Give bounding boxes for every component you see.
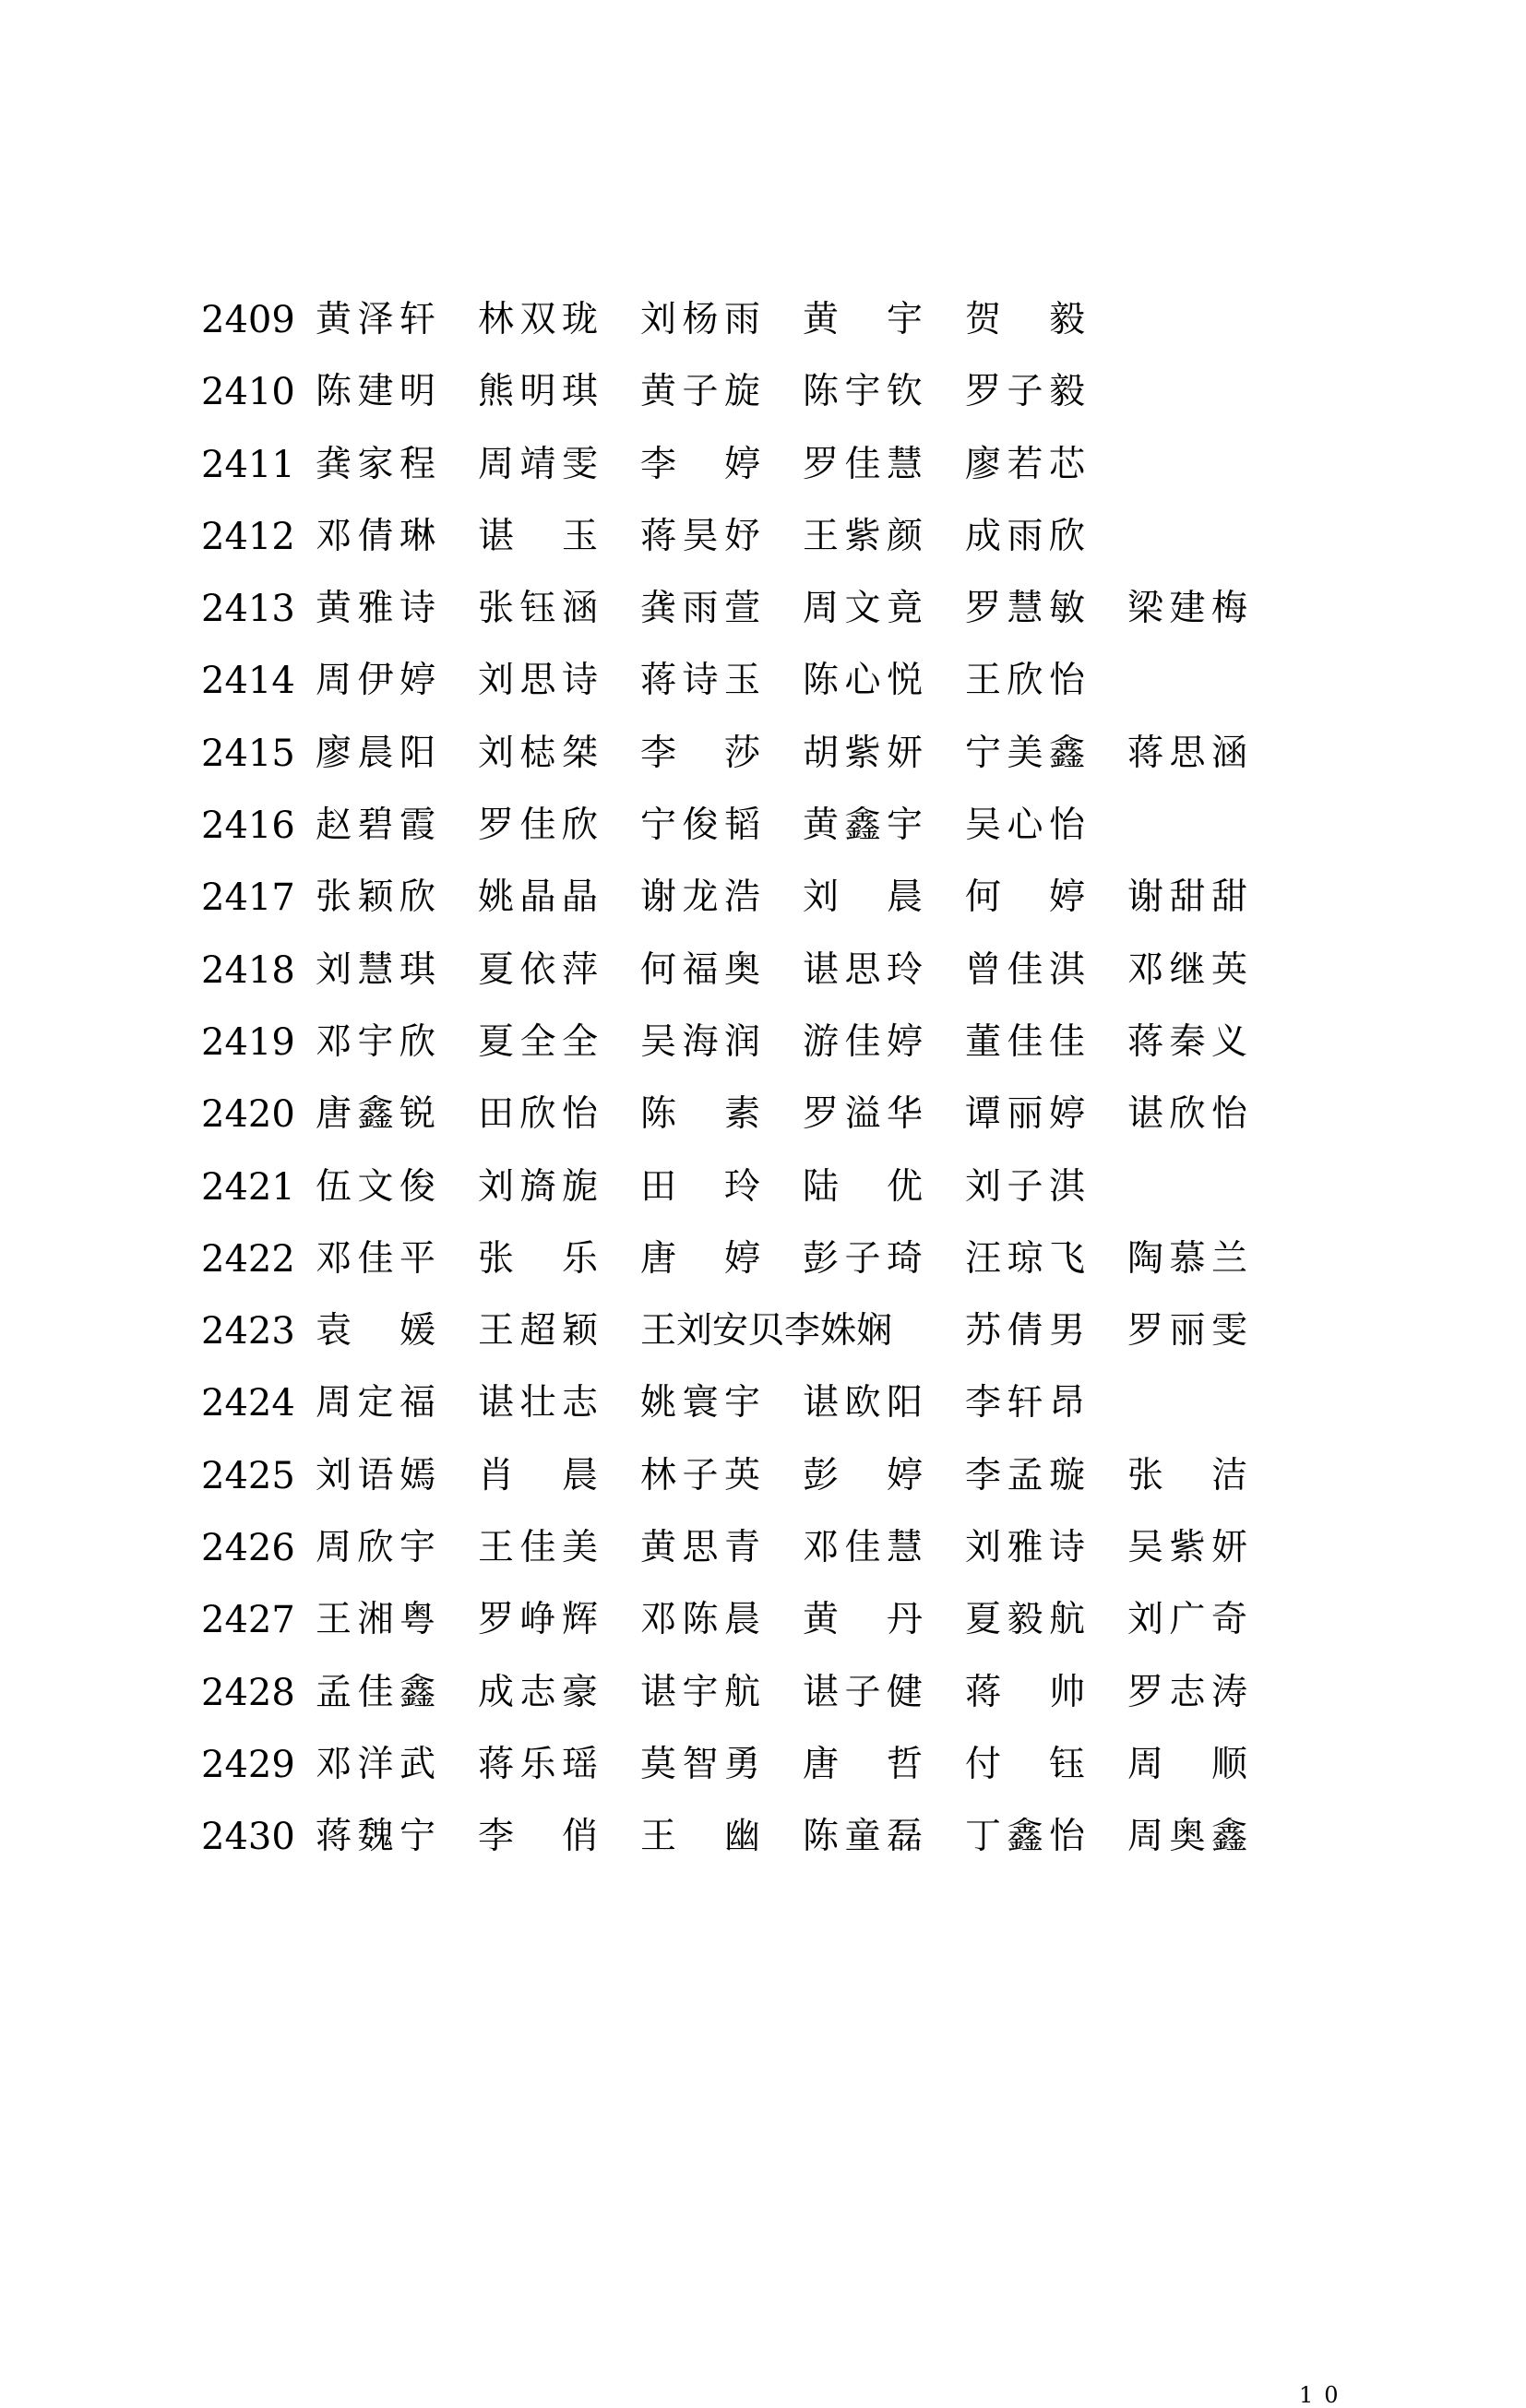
student-name: 王刘安贝李姝娴 xyxy=(640,1310,893,1353)
student-name: 张颖欣 xyxy=(316,876,435,919)
roster-row xyxy=(201,1151,1308,1223)
roster-row xyxy=(201,1079,1308,1150)
student-name: 黄子旋 xyxy=(640,371,760,413)
student-name: 谭丽婷 xyxy=(965,1093,1085,1136)
student-name: 黄泽轩 xyxy=(316,299,435,340)
roster-row xyxy=(201,429,1308,501)
row-id: 2413 xyxy=(201,588,295,631)
student-name: 龚家程 xyxy=(316,443,435,485)
student-name: 唐 哲 xyxy=(803,1743,923,1785)
student-name: 王欣怡 xyxy=(965,660,1085,702)
student-name: 汪琼飞 xyxy=(965,1237,1085,1280)
row-id: 2417 xyxy=(201,876,295,920)
row-id: 2415 xyxy=(201,732,295,775)
roster-row xyxy=(201,1801,1308,1873)
page-number: 10 xyxy=(1299,2382,1350,2408)
student-name: 夏毅航 xyxy=(965,1599,1085,1641)
student-name: 伍文俊 xyxy=(316,1165,435,1208)
student-name: 肖 晨 xyxy=(478,1454,598,1496)
student-name: 姚晶晶 xyxy=(478,876,598,919)
roster-row xyxy=(201,1584,1308,1656)
student-name: 唐 婷 xyxy=(640,1237,760,1280)
student-name: 邓洋武 xyxy=(316,1743,435,1785)
student-name: 田欣怡 xyxy=(478,1093,598,1136)
student-name: 何 婷 xyxy=(965,876,1085,919)
student-name: 林双珑 xyxy=(478,299,598,340)
student-name: 姚寰宇 xyxy=(640,1382,760,1425)
student-name: 吴海润 xyxy=(640,1020,760,1063)
student-name: 成雨欣 xyxy=(965,515,1085,557)
student-name: 曾佳淇 xyxy=(965,948,1085,991)
row-id: 2418 xyxy=(201,948,295,992)
roster-row xyxy=(201,862,1308,934)
student-name: 袁 媛 xyxy=(316,1310,435,1353)
student-name: 廖晨阳 xyxy=(316,732,435,774)
student-name: 周欣宇 xyxy=(316,1527,435,1569)
student-name: 蒋诗玉 xyxy=(640,660,760,702)
row-id: 2421 xyxy=(201,1165,295,1209)
student-name: 陈建明 xyxy=(316,371,435,413)
student-name: 王紫颜 xyxy=(803,515,923,557)
row-id: 2428 xyxy=(201,1671,295,1714)
row-id: 2429 xyxy=(201,1743,295,1786)
roster-row xyxy=(201,718,1308,790)
student-name: 邓佳平 xyxy=(316,1237,435,1280)
row-id: 2423 xyxy=(201,1310,295,1353)
student-name: 周伊婷 xyxy=(316,660,435,702)
row-id: 2416 xyxy=(201,805,295,848)
row-id: 2419 xyxy=(201,1020,295,1064)
student-name: 邓佳慧 xyxy=(803,1527,923,1569)
row-id: 2424 xyxy=(201,1382,295,1425)
student-name: 邓倩琳 xyxy=(316,515,435,557)
student-name: 丁鑫怡 xyxy=(965,1816,1085,1858)
student-name: 彭子琦 xyxy=(803,1237,923,1280)
student-name: 吴紫妍 xyxy=(1127,1527,1247,1569)
student-name: 陈 素 xyxy=(640,1093,760,1136)
student-name: 刘语嫣 xyxy=(316,1454,435,1496)
student-name: 刘思诗 xyxy=(478,660,598,702)
roster-row xyxy=(201,645,1308,717)
student-name: 罗慧敏 xyxy=(965,588,1085,630)
student-name: 龚雨萱 xyxy=(640,588,760,630)
roster-row xyxy=(201,1007,1308,1079)
student-name: 谌子健 xyxy=(803,1671,923,1713)
student-name: 夏依萍 xyxy=(478,948,598,991)
student-name: 刘子淇 xyxy=(965,1165,1085,1208)
student-name: 贺 毅 xyxy=(965,299,1085,340)
student-name: 蒋昊妤 xyxy=(640,515,760,557)
row-id: 2410 xyxy=(201,371,295,414)
student-name: 蒋思涵 xyxy=(1127,732,1247,774)
row-id: 2427 xyxy=(201,1599,295,1642)
student-name: 胡紫妍 xyxy=(803,732,923,774)
student-name: 刘雅诗 xyxy=(965,1527,1085,1569)
student-name: 陆 优 xyxy=(803,1165,923,1208)
student-name: 张 洁 xyxy=(1127,1454,1247,1496)
student-name: 张 乐 xyxy=(478,1237,598,1280)
student-name: 周 顺 xyxy=(1127,1743,1247,1785)
student-name: 蒋秦义 xyxy=(1127,1020,1247,1063)
student-name: 邓继英 xyxy=(1127,948,1247,991)
student-name: 黄 宇 xyxy=(803,299,923,340)
student-name: 黄思青 xyxy=(640,1527,760,1569)
roster-row xyxy=(201,1657,1308,1729)
student-name: 李 婷 xyxy=(640,443,760,485)
student-name: 陈心悦 xyxy=(803,660,923,702)
student-name: 何福奥 xyxy=(640,948,760,991)
student-name: 李 莎 xyxy=(640,732,760,774)
student-name: 苏倩男 xyxy=(965,1310,1085,1353)
student-name: 周靖雯 xyxy=(478,443,598,485)
student-name: 罗溢华 xyxy=(803,1093,923,1136)
student-name: 谌欣怡 xyxy=(1127,1093,1247,1136)
student-name: 王超颖 xyxy=(478,1310,598,1353)
student-name: 董佳佳 xyxy=(965,1020,1085,1063)
student-name: 谌 玉 xyxy=(478,515,598,557)
student-name: 刘旖旎 xyxy=(478,1165,598,1208)
row-id: 2425 xyxy=(201,1454,295,1497)
student-name: 刘广奇 xyxy=(1127,1599,1247,1641)
student-name: 李 俏 xyxy=(478,1816,598,1858)
student-name: 宁俊韬 xyxy=(640,805,760,847)
roster-row xyxy=(201,501,1308,573)
student-name: 唐鑫锐 xyxy=(316,1093,435,1136)
roster-row xyxy=(201,573,1308,645)
roster-row xyxy=(201,1223,1308,1295)
student-name: 周定福 xyxy=(316,1382,435,1425)
student-name: 付 钰 xyxy=(965,1743,1085,1785)
student-name: 谌欧阳 xyxy=(803,1382,923,1425)
roster-row xyxy=(201,1295,1308,1367)
row-id: 2420 xyxy=(201,1093,295,1137)
student-name: 林子英 xyxy=(640,1454,760,1496)
student-name: 张钰涵 xyxy=(478,588,598,630)
row-id: 2426 xyxy=(201,1527,295,1570)
student-name: 谌壮志 xyxy=(478,1382,598,1425)
student-name: 罗佳欣 xyxy=(478,805,598,847)
student-name: 李孟璇 xyxy=(965,1454,1085,1496)
row-id: 2411 xyxy=(201,443,295,486)
student-name: 蒋乐瑶 xyxy=(478,1743,598,1785)
student-name: 黄雅诗 xyxy=(316,588,435,630)
student-name: 刘杨雨 xyxy=(640,299,760,340)
row-id: 2412 xyxy=(201,515,295,558)
student-name: 夏全全 xyxy=(478,1020,598,1063)
student-name: 陈宇钦 xyxy=(803,371,923,413)
student-name: 游佳婷 xyxy=(803,1020,923,1063)
student-name: 陈童磊 xyxy=(803,1816,923,1858)
student-name: 刘慧琪 xyxy=(316,948,435,991)
student-name: 彭 婷 xyxy=(803,1454,923,1496)
student-name: 梁建梅 xyxy=(1127,588,1247,630)
student-name: 邓陈晨 xyxy=(640,1599,760,1641)
student-name: 宁美鑫 xyxy=(965,732,1085,774)
student-name: 罗丽雯 xyxy=(1127,1310,1247,1353)
roster-row xyxy=(201,1367,1308,1439)
student-name: 成志豪 xyxy=(478,1671,598,1713)
student-name: 谌宇航 xyxy=(640,1671,760,1713)
roster-row xyxy=(201,790,1308,862)
row-id: 2414 xyxy=(201,660,295,703)
student-name: 王佳美 xyxy=(478,1527,598,1569)
student-name: 王 幽 xyxy=(640,1816,760,1858)
student-name: 李轩昂 xyxy=(965,1382,1085,1425)
student-name: 周文竟 xyxy=(803,588,923,630)
student-name: 罗佳慧 xyxy=(803,443,923,485)
student-name: 吴心怡 xyxy=(965,805,1085,847)
class-roster xyxy=(201,284,1308,1874)
student-name: 蒋魏宁 xyxy=(316,1816,435,1858)
student-name: 田 玲 xyxy=(640,1165,760,1208)
student-name: 谌思玲 xyxy=(803,948,923,991)
student-name: 赵碧霞 xyxy=(316,805,435,847)
row-id: 2409 xyxy=(201,299,295,341)
student-name: 谢龙浩 xyxy=(640,876,760,919)
student-name: 廖若芯 xyxy=(965,443,1085,485)
roster-row xyxy=(201,356,1308,428)
student-name: 莫智勇 xyxy=(640,1743,760,1785)
roster-row xyxy=(201,1512,1308,1584)
student-name: 蒋 帅 xyxy=(965,1671,1085,1713)
student-name: 周奥鑫 xyxy=(1127,1816,1247,1858)
roster-row xyxy=(201,1440,1308,1512)
student-name: 邓宇欣 xyxy=(316,1020,435,1063)
student-name: 谢甜甜 xyxy=(1127,876,1247,919)
student-name: 熊明琪 xyxy=(478,371,598,413)
student-name: 黄 丹 xyxy=(803,1599,923,1641)
roster-row xyxy=(201,935,1308,1007)
roster-row xyxy=(201,1729,1308,1801)
roster-row xyxy=(201,284,1308,356)
student-name: 黄鑫宇 xyxy=(803,805,923,847)
student-name: 罗志涛 xyxy=(1127,1671,1247,1713)
row-id: 2430 xyxy=(201,1816,295,1859)
student-name: 罗子毅 xyxy=(965,371,1085,413)
student-name: 陶慕兰 xyxy=(1127,1237,1247,1280)
student-name: 王湘粤 xyxy=(316,1599,435,1641)
row-id: 2422 xyxy=(201,1237,295,1281)
student-name: 罗峥辉 xyxy=(478,1599,598,1641)
student-name: 刘梽桀 xyxy=(478,732,598,774)
student-name: 孟佳鑫 xyxy=(316,1671,435,1713)
student-name: 刘 晨 xyxy=(803,876,923,919)
